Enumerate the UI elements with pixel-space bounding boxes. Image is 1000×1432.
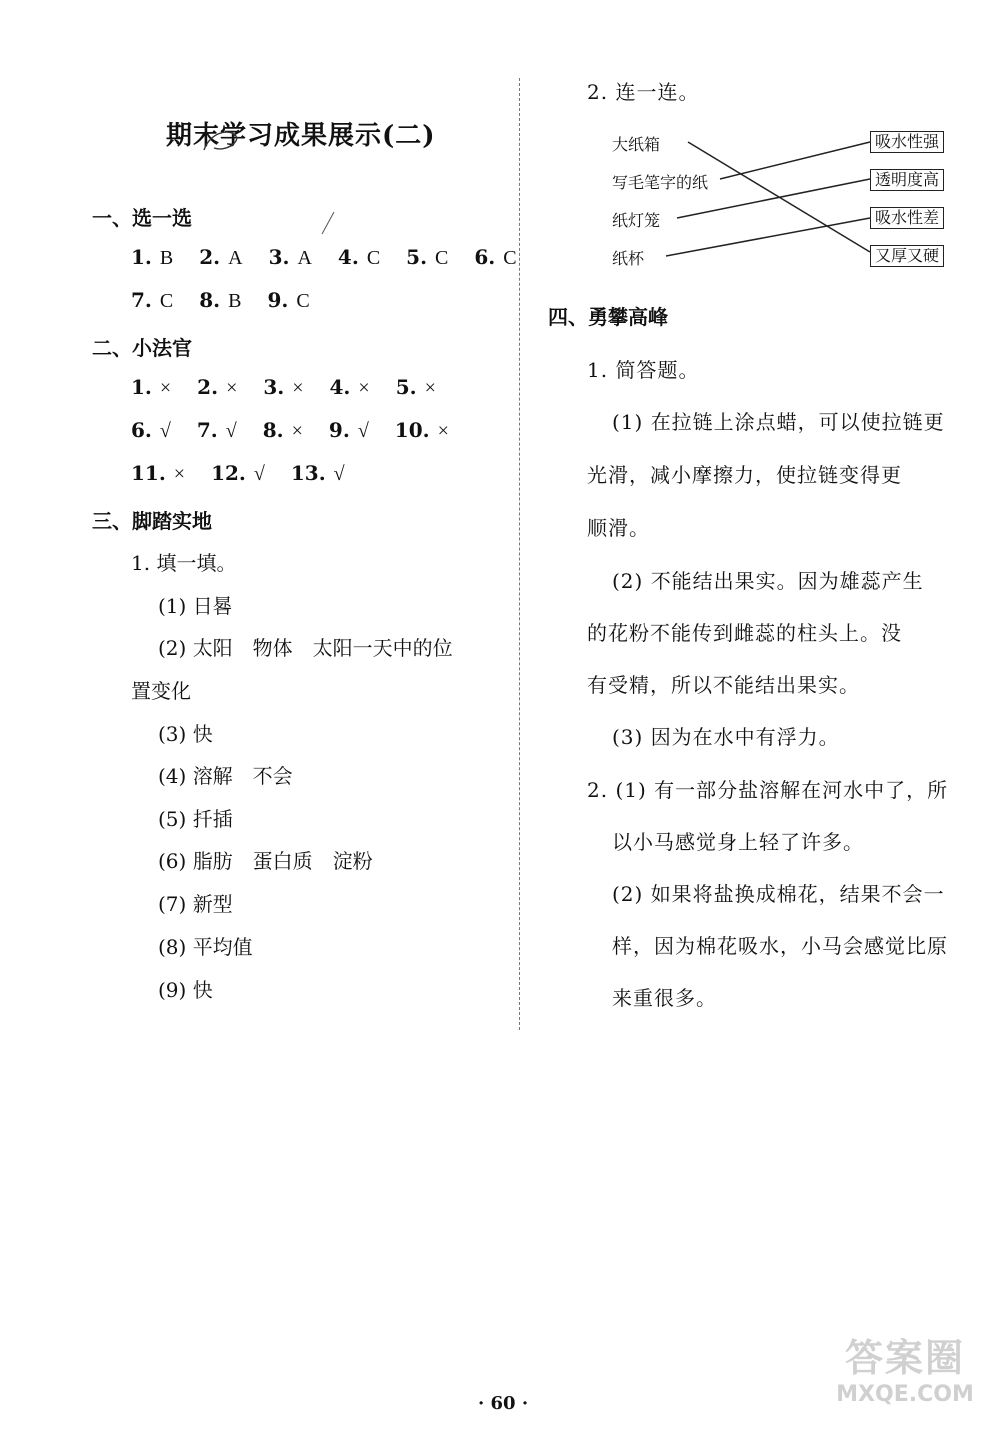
column-divider	[519, 78, 520, 1030]
answer-line: (4) 溶解 不会	[158, 764, 293, 788]
answer-row	[131, 375, 462, 400]
answer-number: 4.	[329, 375, 351, 399]
answer-number: 10.	[394, 418, 430, 442]
answer-line: (3) 因为在水中有浮力。	[612, 725, 840, 749]
pen-mark	[318, 208, 338, 238]
answer-line: (2) 不能结出果实。因为雄蕊产生	[612, 569, 924, 593]
answer-line: 样，因为棉花吸水，小马会感觉比原	[612, 934, 948, 958]
answer-number: 9.	[328, 418, 350, 442]
answer-value: ×	[437, 420, 449, 442]
answer-line: (2) 太阳 物体 太阳一天中的位	[158, 636, 453, 660]
answer-line: (6) 脂肪 蛋白质 淀粉	[158, 849, 373, 873]
answer-number: 8.	[262, 418, 284, 442]
answer-value: C	[296, 290, 310, 312]
match-right-box: 吸水性差	[870, 207, 944, 229]
section-heading-2: 二、小法官	[92, 336, 192, 360]
match-right-box: 透明度高	[870, 169, 944, 191]
answer-value: C	[366, 247, 381, 269]
answer-line: (5) 扦插	[158, 807, 233, 831]
answer-value: C	[503, 247, 517, 269]
answer-number: 12.	[211, 461, 246, 485]
answer-line: 2. (1) 有一部分盐溶解在河水中了，所	[587, 778, 949, 802]
answer-line: 以小马感觉身上轻了许多。	[612, 830, 864, 854]
answer-number: 13.	[290, 461, 326, 485]
answer-number: 2.	[199, 245, 221, 269]
answer-number: 3.	[268, 245, 290, 269]
answer-number: 5.	[395, 375, 417, 399]
answer-value: ×	[424, 377, 436, 399]
question-label-matching: 2. 连一连。	[587, 80, 700, 104]
answer-number: 6.	[131, 418, 152, 442]
question-label: 1. 填一填。	[131, 551, 237, 575]
match-right-box: 又厚又硬	[870, 245, 944, 267]
answer-line: (1) 在拉链上涂点蜡，可以使拉链更	[612, 410, 945, 434]
answer-value: √	[159, 420, 171, 442]
answer-line: 来重很多。	[612, 986, 717, 1010]
section-heading-1: 一、选一选	[92, 206, 192, 230]
answer-line: (2) 如果将盐换成棉花，结果不会一	[612, 882, 945, 906]
section-heading-3: 三、脚踏实地	[92, 509, 212, 533]
answer-row	[131, 418, 475, 443]
answer-number: 3.	[263, 375, 285, 399]
answer-line: (3) 快	[158, 722, 213, 746]
answer-line: (1) 日晷	[158, 594, 233, 618]
answer-value: A	[297, 247, 312, 269]
watermark-text-bottom: MXQE.COM	[836, 1382, 974, 1407]
match-left-item: 写毛笔字的纸	[612, 173, 709, 192]
question-label: 1. 简答题。	[587, 358, 700, 382]
answer-row	[131, 245, 543, 270]
section-heading-4: 四、勇攀高峰	[548, 305, 668, 329]
answer-line: (8) 平均值	[158, 935, 253, 959]
answer-value: √	[225, 420, 237, 442]
match-right-box: 吸水性强	[870, 131, 944, 153]
answer-number: 2.	[197, 375, 219, 399]
answer-number: 1.	[131, 245, 152, 269]
answer-number: 7.	[131, 288, 152, 312]
answer-row	[131, 288, 336, 313]
answer-value: √	[333, 463, 345, 485]
match-left-item: 纸杯	[612, 249, 645, 268]
answer-line: 光滑，减小摩擦力，使拉链变得更	[587, 463, 902, 487]
answer-row	[131, 461, 371, 486]
watermark-text-top: 答案圈	[844, 1336, 965, 1380]
answer-value: C	[159, 290, 174, 312]
match-left-item: 纸灯笼	[612, 211, 661, 230]
page-title: 期末学习成果展示(二)	[166, 121, 436, 151]
answer-line: (7) 新型	[158, 892, 233, 916]
pen-scribble	[196, 122, 256, 162]
match-left-item: 大纸箱	[612, 135, 661, 154]
answer-value: √	[253, 463, 265, 485]
answer-value: √	[357, 420, 369, 442]
answer-number: 6.	[474, 245, 496, 269]
answer-value: ×	[226, 377, 238, 399]
answer-value: ×	[358, 377, 370, 399]
answer-value: C	[435, 247, 449, 269]
answer-line: 的花粉不能传到雌蕊的柱头上。没	[587, 621, 902, 645]
answer-number: 11.	[131, 461, 166, 485]
answer-number: 4.	[337, 245, 359, 269]
watermark-logo	[820, 1335, 990, 1425]
answer-line: 有受精，所以不能结出果实。	[587, 673, 860, 697]
answer-number: 9.	[267, 288, 289, 312]
page-number: · 60 ·	[478, 1393, 529, 1414]
answer-line: 置变化	[131, 679, 191, 703]
answer-value: B	[159, 247, 174, 269]
answer-number: 1.	[131, 375, 152, 399]
answer-value: ×	[159, 377, 172, 399]
answer-number: 8.	[199, 288, 221, 312]
answer-value: ×	[292, 377, 304, 399]
answer-number: 5.	[406, 245, 428, 269]
answer-value: ×	[291, 420, 303, 442]
answer-value: ×	[173, 463, 186, 485]
answer-line: 顺滑。	[587, 516, 650, 540]
answer-value: A	[228, 247, 243, 269]
answer-line: (9) 快	[158, 978, 213, 1002]
answer-value: B	[228, 290, 242, 312]
answer-number: 7.	[196, 418, 218, 442]
